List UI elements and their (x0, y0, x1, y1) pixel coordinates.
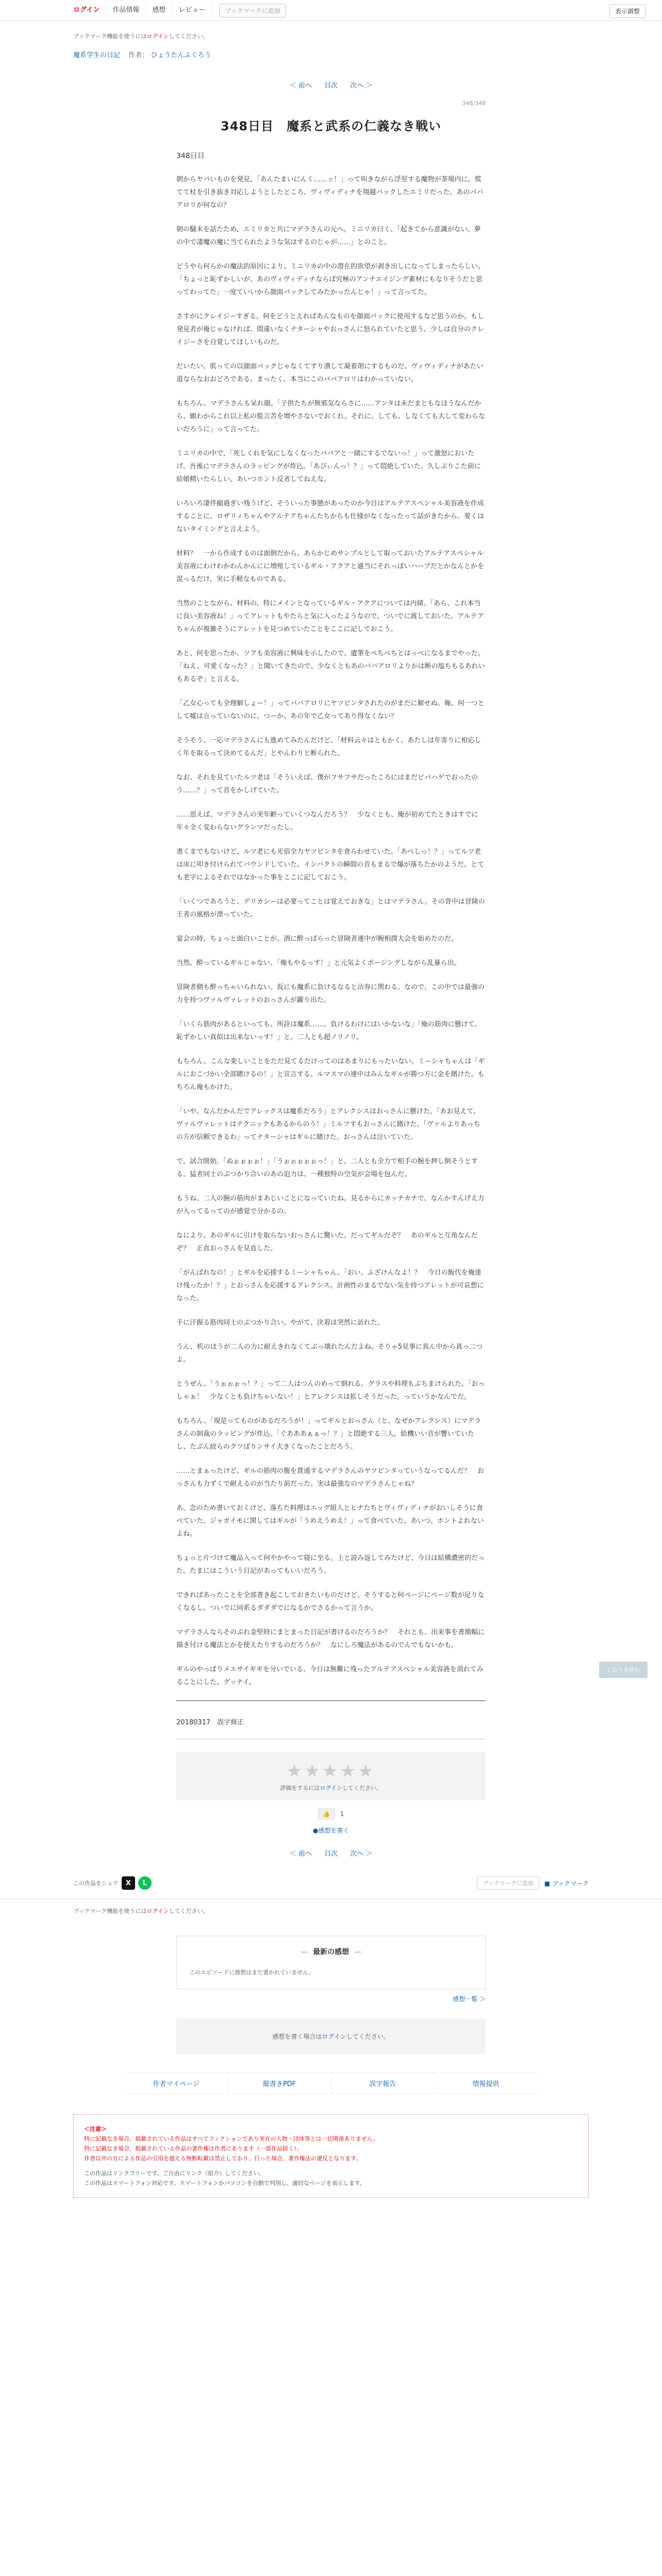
paragraph: もちろん、「現是ってものがあるだろうが！」ってギルとおっさん（と、なぜかアレクシス）にマデラさんの制裁のラッピングが炸込。「ぐあああぁぁっ！？」と悶絶する三人。給機いい音が響いていたし、たぶん絞らのクツばりンサイ大きくなったことだろう。 (176, 1417, 481, 1451)
caution-reprint: 作者以外の方による作品の引用を超える無断転載は禁止しており、行った場合、著作権法の違反となります。 (84, 2155, 362, 2162)
share-bar (73, 1875, 589, 1891)
paragraph: うん、机のほうが二人の力に耐えきれなくてぶっ壊れたんだよね。そりゃ5見事に真ん中から真っ二つよ。 (176, 1343, 483, 1364)
reviews-list-link[interactable]: 感想一覧 ＞ (453, 1995, 486, 2003)
thumbs-up-icon: 👍 (322, 1810, 330, 1818)
paragraph: 当然、酔っているギルじゃない。「俺もやるっす！」と元気よくポージングしながら乱暴ら出。 (176, 959, 461, 967)
chapter-subtitle: 348日目 (176, 152, 205, 160)
caution-smartphone: この作品はスマートフォン対応です。スマートフォンかパソコンを自動で判別し、適切なページを表示します。 (84, 2180, 366, 2187)
paragraph: もちろん、こんな楽しいことをただ見てるだけってのはあまりにもったいない。ミーシャちゃんは「ギルにおこづかい全部賭けるの！」と宣言する。ルマスマの連中はみんなギルが勝つ方に金を賭けた。もちろん俺もかけた。 (176, 1058, 485, 1091)
paragraph: 「いくら筋肉があるといっても、所詮は魔系……。負けるわけにはいかないな」「俺の筋肉に懸けて、恥ずかしい真似は出来ないっす！」と。二人とも超ノリノリ。 (176, 1021, 482, 1041)
paragraph: 朝からヤバいものを発見。「あんたまいにんく……ッ！」って叫きながら浮翌する魔物が茶場内に。慌てて杖を引き抜き対応しようとしたところ、ヴィヴィディナを翔越バックしたエミリだった。あのパパアロリが何なの？ (176, 176, 484, 209)
typo-report-link[interactable]: 誤字報告 (332, 2073, 435, 2093)
add-bookmark-button-bottom[interactable]: ブックマークに追加 (477, 1876, 539, 1890)
rating-login-note (176, 1784, 486, 1792)
story-body (176, 100, 486, 1739)
paragraph: そうそう、一応マデラさんにも進めてみたんだけど、「材料云々はともかく、あたしは年寄りに相応しく年を取るって決めてるんだ」とやんわりと断られた。 (176, 737, 482, 757)
author-link[interactable]: ひょうたんふくろう (151, 52, 211, 59)
toc-link[interactable]: 目次 (324, 82, 338, 90)
page-number: 348/348 (462, 100, 486, 107)
paragraph: なにより、あのギルに引けを取らないおっさんに驚いた。だってギルだぞ？ あのギルと互角なんだぞ？ 正直おっさんを見直した。 (176, 1232, 478, 1252)
prev-link-bottom[interactable]: ＜ 前へ (289, 1850, 312, 1858)
add-bookmark-button[interactable]: ブックマークに追加 (219, 4, 286, 18)
paragraph: 宴会の時、ちょっと面白いことが。酒に酔っぱらった冒険者連中が腕相撲大会を始めたのだ。 (176, 935, 458, 943)
paragraph: 書くまでもないけど、ルツ老にも光宿全力ヤツビンタを食らわせていた。「あぺしっ！？」ってルツ老は床に叩き付けられてバウンドしていた。インパクトの瞬間の音もまるで爆が落ちたかのようだ。とても老字によるそれではなかった事をここに記しておこう。 (176, 848, 484, 882)
paragraph: あと、何を思ったか、ツアも美容液に興味を示したので、遺筆をペちぺちとはっぺになるまでやった。「ねえ、可愛くなった？」と聞いてきたので、少なくともあのババアロリよりかは断の塩ちもるあれいもあるぞ」と言える。 (176, 650, 485, 683)
series-title-link[interactable]: 魔系学生の日記 (73, 52, 121, 59)
rating-note-prefix: 評価をするには (280, 1785, 320, 1791)
footer-links (125, 2073, 537, 2094)
caution-fiction: 特に記載なき場合、掲載されている作品はすべてフィクションであり実在の人物・団体等とは一切関係ありません。 (84, 2136, 379, 2142)
paragraph: ちょっと片づけて魔品入って何やかやって寝に至る。上と読み返してみたけど、今日は結構濃密的だった。たまにはこういう日記があってもいいだろう。 (176, 1554, 485, 1575)
chapter-afterword: 20180317 誤字修正 (176, 1717, 486, 1739)
works-info-link[interactable]: 作品情報 (106, 0, 146, 21)
end-divider (176, 1700, 486, 1701)
reviews-link[interactable]: レビュー (172, 0, 212, 21)
paragraph: できればあったことを全部書き起こしておきたいものだけど、そうすると何ページにページ数が足りなくなるし、ついでに同系るダダダでになるかでさるかって言うか。 (176, 1591, 485, 1612)
caution-box (73, 2114, 589, 2198)
paragraph: 「乙女心っても全理解しょー！」ってパパアロリにヤツビンタされたのがまだに解せぬ。俺、何一つとして嘘は言っていないのに。つーか、あの年で乙女ってあり得なくない？ (176, 700, 485, 720)
latest-reviews-box (176, 1936, 486, 1989)
paragraph: 手に汗握る筋肉同士のぶつかり合い。やがて、決着は突然に訪れた。 (176, 1319, 384, 1327)
line-share-icon[interactable]: L (138, 1876, 152, 1890)
top-navigation-bar (0, 0, 662, 21)
paragraph: もうね、二人の腕の筋肉がまあじいことになっていたね。見るからにカッチカチで、なんかすんげえ力が入ってるってのが感覚で分かるの。 (176, 1195, 485, 1215)
review-login-prefix: 感想を書く場合は (272, 2033, 322, 2040)
display-settings-button[interactable]: 表示調整 (609, 4, 646, 18)
author-label: 作者： (128, 52, 149, 59)
paragraph: だいたい、肌っての以顔面バックじゃなくてすり潰して凝着剤にするものだ。ヴィヴィディナがあたい道ならなおおどろである。まったく、本当にこのババアロリはわかっていない。 (176, 363, 484, 383)
latest-reviews-title: — 最新の感想 — (189, 1946, 473, 1957)
x-share-icon[interactable]: X (122, 1876, 135, 1890)
rating-note-suffix: してください。 (342, 1785, 382, 1791)
paragraph: ……思えば、マデラさんの実年齢っていくつなんだろう？ 少なくとも、俺が初めてたときはすでに年々全く変わらないグランマだったし。 (176, 811, 478, 832)
insert-bookmark-button[interactable]: しおりを挟む (599, 1662, 648, 1678)
author-mypage-link[interactable]: 作者マイページ (125, 2073, 228, 2093)
review-login-suffix: してください。 (346, 2033, 390, 2040)
next-link[interactable]: 次へ ＞ (350, 82, 373, 90)
paragraph: なお、それを見ていたルツ老は「そういえば、僕がフサフサだったころにはまだビバハゲでおったのう……？」って首をかしげていた。 (176, 774, 478, 794)
paragraph: もちろん、マデラさんも呆れ顔。「子供たちが無邪気ならさに……アンタは未だまともなほうなんだから、願わからこれ以上私の監言苦を増やさないでおくれ。それに、しても、しなくても大して変わらないだろうに」って言ってた。 (176, 400, 485, 433)
breadcrumb (73, 49, 589, 59)
review-login-panel (176, 2019, 486, 2054)
login-link[interactable]: ログイン (73, 0, 106, 21)
write-review-link[interactable]: ●感想を書く (312, 1827, 350, 1834)
paragraph: あ、念のため書いておくけど、落ちた料理はエッグ組人とヒナたちとヴィヴィディナがおいしそうに食べていた。ジャガイモに関してはギルが「うめえうめえ！」って食べていた。あいつ、ホントよれないよね。 (176, 1504, 484, 1538)
caution-copyright: 特に記載なき場合、掲載されている作品の著作権は作者にあります（一部作品除く）。 (84, 2145, 303, 2152)
bookmark-link[interactable]: ■ ブックマーク (544, 1879, 589, 1887)
paragraph: マデラさんならそのぶれ金堅時にまとまった日記が書けるのだろうか？ それとも、出来事を書簡幅に描き付ける魔法とかを使えたりするのだろうか？ なにしろ魔法があるのでんでもないかも。 (176, 1629, 485, 1649)
toc-link-bottom[interactable]: 目次 (324, 1850, 338, 1858)
chapter-pager-top (0, 80, 662, 90)
no-reviews-message: このエピソードに感想はまだ書かれていません。 (189, 1969, 315, 1976)
notice-prefix: ブックマーク機能を使うには (73, 33, 147, 40)
bookmark-login-notice (73, 32, 589, 40)
like-count: 1 (340, 1810, 344, 1818)
info-provide-link[interactable]: 情報提供 (472, 2080, 500, 2088)
caution-heading: ＜注意＞ (84, 2126, 107, 2132)
prev-link[interactable]: ＜ 前へ (289, 82, 312, 90)
paragraph: 当然のことながら、材料の、特にメインとなっているギル・アクアについては内緒。「あら、これ本当に良い美容液ね！」ってアレットもやたらと気に入ったようなので、ついでに渡しておいた。アルテアちゃんが複雑そうにアレットを見つめていたことをここに記しておこう。 (176, 600, 484, 633)
paragraph: 「いや、なんだかんだでアレックスは魔系だろう」とアレクシスはおっさんに懸けた。「あお見えて、ヴァルヴァレットはテクニックもあるからのう！」ミルフすもおっさんに賭けた。「ヴァルよりあっちの方が信頼できるわ」ってナターシャはギルに賭けた。おっさんは泣いていた。 (176, 1108, 481, 1141)
chapter-pager-bottom (0, 1848, 662, 1858)
paragraph: とうぜん、「うぉぉぉっ！？」って二人はつんのめって倒れる。グラスや料理もぶちまけられた。「おっしゃぁ！ 少なくとも負けちゃいない！」とアレクシスは拡しそうだった。っていうかなんでだ。 (176, 1380, 485, 1401)
next-link-bottom[interactable]: 次へ ＞ (350, 1850, 373, 1858)
notice-suffix: してください。 (169, 33, 209, 40)
notice2-login-link[interactable]: ログイン (146, 1908, 169, 1914)
paragraph: どうやら何らかの魔法的原因により、ミニリカの中の潜在的欲望が剥き出しになってしまったらしい。「ちょっと恥ずかしいが、あのヴィヴィディナならば究極のアンチエイジング素材にもなりそうだと思ってわってた」一度ていいから顔面バックしてみたかったんじゃ！」って言ってた。 (176, 263, 485, 296)
paragraph: 「いくつであろうと、デリカシーは必要ってことは覚えておきな」とはマデラさん。その背中は冒険の王者の風格が漂っていた。 (176, 898, 485, 919)
notice2-prefix: ブックマーク機能を使うには (73, 1908, 147, 1914)
like-button[interactable] (318, 1808, 335, 1820)
paragraph: いろいろ凄伴縮過ぎい残うげど、そういった事態があったのか今日はアルテアスペシャル美容液を作成することに。ロザリィちゃんやアルテアちゃんたちからも仕様がなくなったって話がきたから、要くはないタイミングと言えよう。 (176, 500, 484, 533)
notice2-suffix: してください。 (169, 1908, 209, 1914)
paragraph: さすがにクレイジーすぎる。何をどうとえればあんなものを顔面バックに使用するなど思うのか。もし発見者が俺じゃなければ、間違いなくナターシャやおっさんに怒られていたと思う。少しは自分のクレイジーさを自覚してほしいものだ。 (176, 313, 484, 346)
bookmark-login-notice-bottom (73, 1907, 589, 1915)
divider (0, 1899, 662, 1900)
caution-linkfree: この作品はリンクフリーです。ご自由にリンク（紹介）してください。 (84, 2170, 265, 2177)
star-rating[interactable]: ★★★★★ (286, 1761, 376, 1782)
paragraph: ミニリカの中で、「死しくれを気にしなくなったババアと一緒にするでないっ！」って激怒においたげ、吾後にマデラさんのラッピングが炸込。「あぴぃんっ！？」って悶絶していた。久しぶりこた前に結婚精いたらしい。あいつホント反省してねえな。 (176, 450, 481, 483)
paragraph: で、試合開始。「ぬぉぉぉぉ！」「うぉぉぉぉぉっ！」と、二人とも全力で相手の腕を押し倒そうとする。猛者同士のぶつかり合いのあの迫力は、一種独特の空気が会場を包んだ。 (176, 1158, 478, 1178)
paragraph: 「がんばれなの！」とギルを応援するミーシャちゃん。「おい、ふざけんなよ！？ 今日の飯代を俺達け残ったか！？」とおっさんを応援するアレクシス。計画性のまるでない気を持つアレットが可哀想になった。 (176, 1269, 484, 1302)
paragraph: 材料？ 一から作成するのは面倒だから、あらかじめサンプルとして取っておいたアルテアスペシャル美容液にわけわかわんかんにに増殖しているギル・アクアと適当にそれっぽいハーブだとかなんとかを混っるだけ。実に手軽なものである。 (176, 550, 484, 583)
paragraph: ……とまぁったけど、ギルの筋肉の腹を貫通するマデラさんのヤツビンタっていうなってるんだ？ おっさんも力ずくで耐えるのが当たり前だった。実は最強なのマデラさんじゃね？ (176, 1467, 484, 1488)
rating-login-link[interactable]: ログイン (320, 1785, 342, 1791)
paragraph: ギルのやっぱりメエサイギギを分いでいる。今日は無難に残ったアルテアスペシャル美容液を頂れてみることにした。グッナイ。 (176, 1666, 484, 1686)
share-bookmark-group (477, 1876, 589, 1890)
review-login-link[interactable]: ログイン (322, 2033, 346, 2040)
rating-panel (176, 1752, 486, 1800)
chapter-title: 348日目 魔系と武系の仁義なき戦い (220, 119, 442, 133)
top-navigation-inner (73, 0, 640, 21)
like-row (0, 1808, 662, 1820)
chapter-text (176, 173, 486, 1689)
vertical-pdf-link[interactable]: 縦書きPDF (228, 2073, 331, 2093)
paragraph: 朝の騒末を話たため、エミリカと共にマデラさんの元へ。ミニリカ曰く、「起きてから意識がない。夢の中で凄魔の魔に当てられたような気はするのじゃが……」とのこと。 (176, 226, 481, 246)
notice-login-link[interactable]: ログイン (146, 33, 169, 40)
impressions-link[interactable]: 感想 (146, 0, 172, 21)
share-label: この作品をシェア (73, 1880, 119, 1887)
paragraph: 冒険者側も酔っちゃいられない。仮にも魔系に負けるなると沽券に関わる。なので、この中では最強の力を持つヴァルヴァレットのおっさんが躍り出た。 (176, 984, 485, 1004)
